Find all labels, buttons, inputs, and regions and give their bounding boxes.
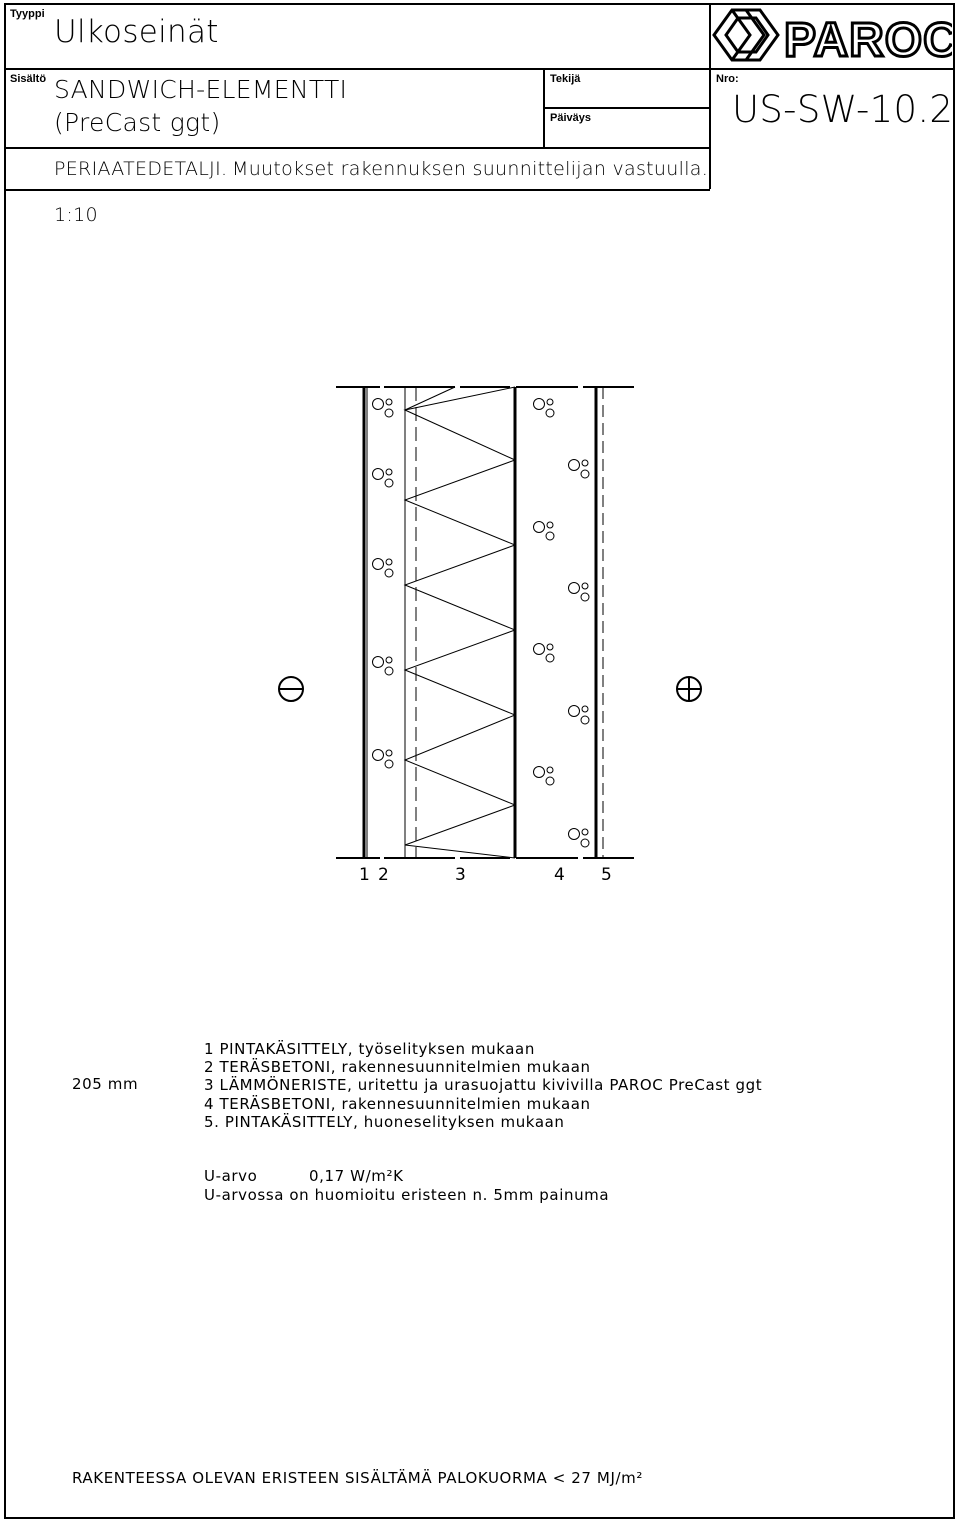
aggregate-circle: [386, 469, 392, 475]
aggregate-circle: [385, 569, 393, 577]
aggregate-circle: [534, 399, 545, 410]
aggregate-circle: [373, 559, 384, 570]
aggregate-circle: [569, 706, 580, 717]
responsibility-note: Muutokset rakennuksen suunnittelijan vastuulla.: [232, 158, 709, 180]
aggregate-circle: [386, 559, 392, 565]
u-value-note: U-arvossa on huomioitu eristeen n. 5mm painuma: [204, 1186, 610, 1204]
aggregate-circle: [547, 399, 553, 405]
aggregate-circle: [547, 522, 553, 528]
aggregate-circle: [547, 767, 553, 773]
type-value: Ulkoseinät: [54, 14, 219, 50]
layer-description-3: 3 LÄMMÖNERISTE, uritettu ja urasuojattu kivivilla PAROC PreCast ggt: [204, 1076, 763, 1094]
content-title: SANDWICH-ELEMENTTI: [54, 75, 348, 104]
layer-number-4: 4: [554, 865, 565, 885]
author-label: Tekijä: [550, 73, 581, 85]
aggregate-circle: [581, 716, 589, 724]
aggregate-circle: [534, 644, 545, 655]
aggregate-circle: [582, 829, 588, 835]
minus-circle-icon: [279, 677, 303, 701]
content-label: Sisältö: [10, 73, 47, 85]
aggregate-circle: [581, 839, 589, 847]
layer-description-4: 4 TERÄSBETONI, rakennesuunnitelmien mukaan: [204, 1095, 591, 1113]
aggregate-circle: [582, 460, 588, 466]
aggregate-circle: [582, 583, 588, 589]
aggregate-circle: [373, 399, 384, 410]
insulation-zigzag: [405, 387, 515, 858]
aggregate-circle: [546, 532, 554, 540]
logo-wordmark: PAROC: [784, 14, 952, 64]
aggregate-circle: [386, 657, 392, 663]
type-label: Tyyppi: [10, 8, 45, 20]
layer-number-3: 3: [455, 865, 466, 885]
aggregate-circle: [373, 469, 384, 480]
layer-description-2: 2 TERÄSBETONI, rakennesuunnitelmien mukaan: [204, 1058, 591, 1076]
aggregate-circle: [547, 644, 553, 650]
layer-description-1: 1 PINTAKÄSITTELY, työselityksen mukaan: [204, 1040, 535, 1058]
layer-number-1: 1: [359, 865, 370, 885]
aggregate-circle: [569, 583, 580, 594]
principle-detail-label: PERIAATEDETALJI.: [54, 158, 228, 180]
scale-label: 1:10: [54, 204, 98, 226]
fire-load-note: RAKENTEESSA OLEVAN ERISTEEN SISÄLTÄMÄ PALOKUORMA < 27 MJ/m²: [72, 1469, 643, 1487]
u-value: 0,17 W/m²K: [309, 1167, 404, 1185]
aggregate-circle: [581, 470, 589, 478]
layer-description-5: 5. PINTAKÄSITTELY, huoneselityksen mukaan: [204, 1113, 565, 1131]
aggregate-circle: [373, 750, 384, 761]
layer-number-5: 5: [601, 865, 612, 885]
aggregate-circle: [546, 777, 554, 785]
aggregate-circle: [546, 654, 554, 662]
aggregate-circle: [386, 750, 392, 756]
layer-number-2: 2: [378, 865, 389, 885]
aggregate-circle: [385, 479, 393, 487]
aggregate-circle: [385, 667, 393, 675]
aggregate-circle: [569, 829, 580, 840]
u-value-label: U-arvo: [204, 1167, 258, 1185]
aggregate-circle: [386, 399, 392, 405]
aggregate-circle: [534, 522, 545, 533]
date-label: Päiväys: [550, 112, 591, 124]
aggregate-circle: [373, 657, 384, 668]
aggregate-circle: [385, 760, 393, 768]
aggregate-circle: [534, 767, 545, 778]
content-subtitle: (PreCast ggt): [54, 108, 221, 137]
aggregate-circle: [581, 593, 589, 601]
aggregate-circle: [582, 706, 588, 712]
aggregate-circle: [569, 460, 580, 471]
wall-thickness: 205 mm: [72, 1075, 139, 1093]
drawing-number: US-SW-10.2: [732, 88, 954, 131]
plus-circle-icon: [677, 677, 701, 701]
aggregate-circle: [546, 409, 554, 417]
number-label: Nro:: [716, 73, 739, 85]
aggregate-circle: [385, 409, 393, 417]
